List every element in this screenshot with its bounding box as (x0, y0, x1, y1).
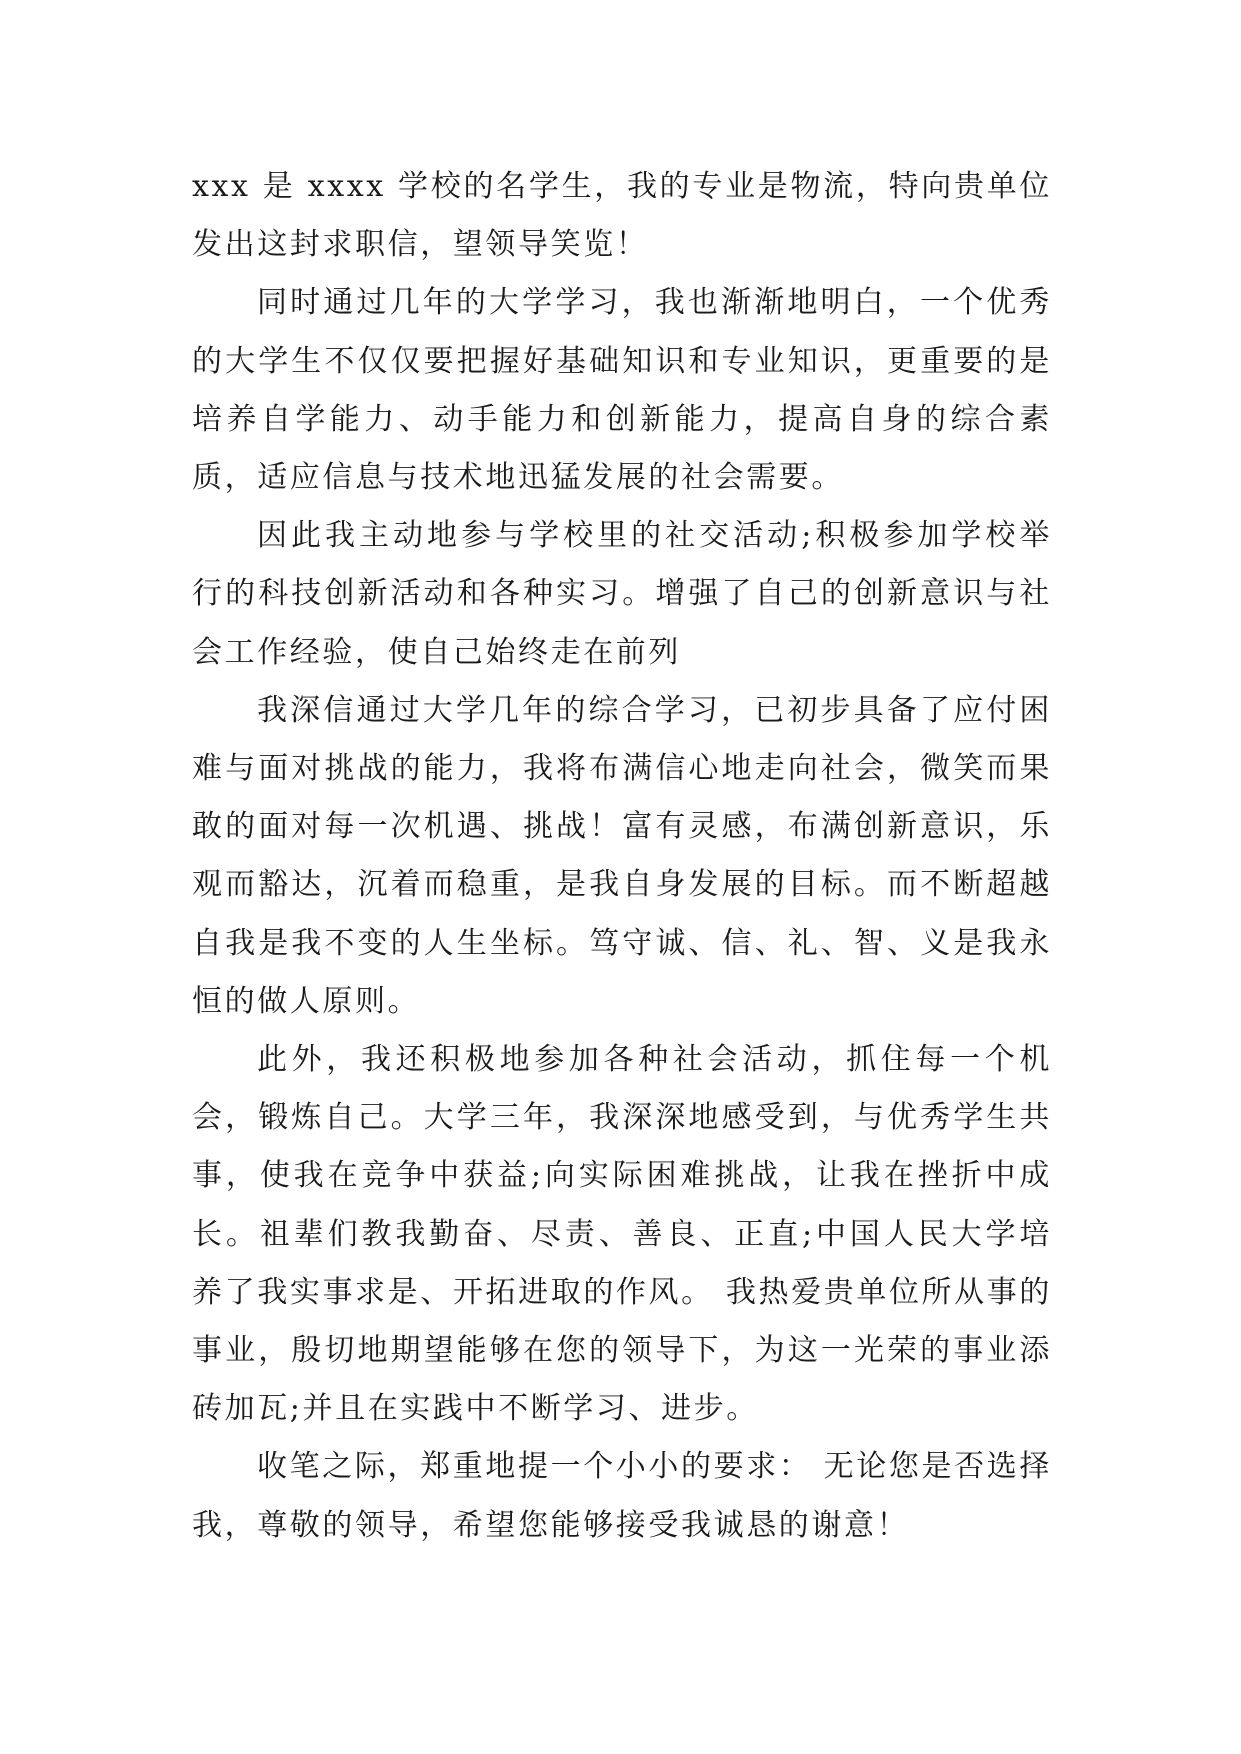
paragraph-study: 同时通过几年的大学学习，我也渐渐地明白，一个优秀的大学生不仅仅要把握好基础知识和专业知识，更重要的是培养自学能力、动手能力和创新能力，提高自身的综合素质，适应信息与技术地迅猛发展的社会需要。 (192, 285, 1052, 496)
paragraph-confidence: 我深信通过大学几年的综合学习，已初步具备了应付困难与面对挑战的能力，我将布满信心地走向社会，微笑而果敢的面对每一次机遇、挑战！富有灵感，布满创新意识，乐观而豁达，沉着而稳重，是我自身发展的目标。而不断超越自我是我不变的人生坐标。笃守诚、信、礼、智、义是我永恒的做人原则。 (192, 692, 1052, 1019)
paragraph-experience: 此外，我还积极地参加各种社会活动，抓住每一个机会，锻炼自己。大学三年，我深深地感受到，与优秀学生共事，使我在竞争中获益;向实际困难挑战，让我在挫折中成长。祖辈们教我勤奋、尽责、善良、正直;中国人民大学培养了我实事求是、开拓进取的作风。 我热爱贵单位所从事的事业，殷切地期望能够在您的领导下，为这一光荣的事业添砖加瓦;并且在实践中不断学习、进步。 (192, 1042, 1052, 1427)
paragraph-closing: 收笔之际，郑重地提一个小小的要求： 无论您是否选择我，尊敬的领导，希望您能够接受我诚恳的谢意！ (192, 1449, 1052, 1543)
paragraph-activities: 因此我主动地参与学校里的社交活动;积极参加学校举行的科技创新活动和各种实习。增强了自己的创新意识与社会工作经验，使自己始终走在前列 (192, 518, 1052, 670)
paragraph-intro: xxx 是 xxxx 学校的名学生，我的专业是物流，特向贵单位发出这封求职信，望领导笑览！ (192, 169, 1052, 263)
letter-body (192, 158, 1052, 1555)
